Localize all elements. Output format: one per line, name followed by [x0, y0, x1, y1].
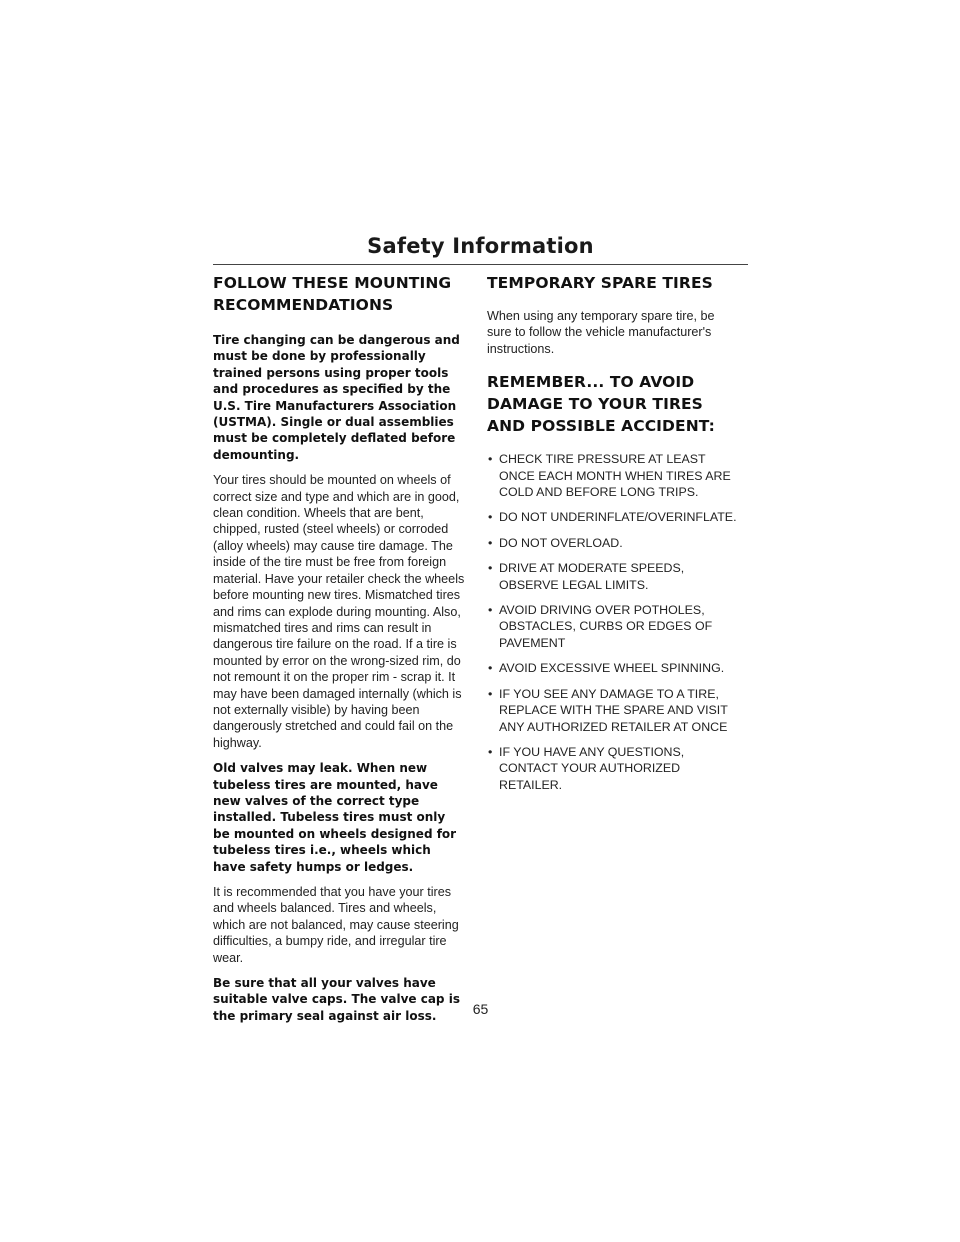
bullet-icon: • [488, 561, 493, 576]
list-item: • DRIVE AT MODERATE SPEEDS, OBSERVE LEGAL LIMITS. [488, 561, 685, 592]
page-header [213, 234, 748, 258]
list-item: • AVOID EXCESSIVE WHEEL SPINNING. [488, 661, 725, 676]
right-column [487, 272, 739, 802]
balancing-paragraph: It is recommended that you have your tires and wheels balanced. Tires and wheels, which are not balanced, may cause steering difficulties, a bumpy ride, and irregular tire wear. [213, 885, 459, 965]
left-column [213, 272, 465, 1033]
page-number: 65 [472, 1001, 489, 1017]
bullet-icon: • [488, 510, 493, 525]
bullet-icon: • [488, 452, 493, 467]
spare-tires-paragraph: When using any temporary spare tire, be sure to follow the vehicle manufacturer's instructions. [487, 309, 715, 356]
spare-tires-heading: TEMPORARY SPARE TIRES [487, 274, 713, 292]
bullet-icon: • [488, 744, 493, 759]
bullet-icon: • [488, 603, 493, 618]
page-title: Safety Information [367, 234, 594, 258]
valve-cap-warning: Be sure that all your valves have suitable valve caps. The valve cap is the primary seal against air loss. [213, 976, 460, 1023]
list-item: • DO NOT UNDERINFLATE/OVERINFLATE. [488, 510, 737, 525]
list-item: • IF YOU HAVE ANY QUESTIONS, CONTACT YOUR AUTHORIZED RETAILER. [488, 744, 685, 792]
tire-care-list [487, 451, 739, 793]
header-divider [213, 264, 748, 265]
bullet-icon: • [488, 661, 493, 676]
bullet-icon: • [488, 686, 493, 701]
valve-warning: Old valves may leak. When new tubeless tires are mounted, have new valves of the correct type installed. Tubeless tires must only be mounted on wheels designed for tubeless tires i.e., wheels which have safety humps or ledges. [213, 761, 457, 874]
tire-changing-warning: Tire changing can be dangerous and must be done by professionally trained persons using proper tools and procedures as specified by the U.S. Tire Manufacturers Association (USTMA). Single or dual assemblies must be completely deflated before demounting. [213, 333, 460, 462]
wheel-mounting-paragraph: Your tires should be mounted on wheels of correct size and type and which are in good, clean condition. Wheels that are bent, chipped, rusted (steel wheels) or corroded (alloy wheels) may cause tire damage. The inside of the tire must be free from foreign material. Have your retailer check the wheels before mounting new tires. Mismatched tires and rims can explode during mounting. Also, mismatched tires and rims can result in dangerous tire failure on the road. If a tire is mounted by error on the wrong-sized rim, do not remount it on the proper rim - scrap it. It may have been damaged internally (which is not externally visible) by having been dangerously stretched and could fail on the highway. [213, 473, 465, 750]
list-item: • IF YOU SEE ANY DAMAGE TO A TIRE, REPLACE WITH THE SPARE AND VISIT ANY AUTHORIZED RETAILER AT ONCE [488, 686, 728, 734]
bullet-icon: • [488, 535, 493, 550]
mounting-heading: FOLLOW THESE MOUNTING RECOMMENDATIONS [213, 274, 452, 314]
list-item: • DO NOT OVERLOAD. [488, 535, 623, 550]
list-item: • CHECK TIRE PRESSURE AT LEAST ONCE EACH MONTH WHEN TIRES ARE COLD AND BEFORE LONG TRIPS. [488, 452, 731, 500]
list-item: • AVOID DRIVING OVER POTHOLES, OBSTACLES, CURBS OR EDGES OF PAVEMENT [488, 603, 713, 650]
remember-heading: REMEMBER... TO AVOID DAMAGE TO YOUR TIRES AND POSSIBLE ACCIDENT: [487, 373, 715, 436]
